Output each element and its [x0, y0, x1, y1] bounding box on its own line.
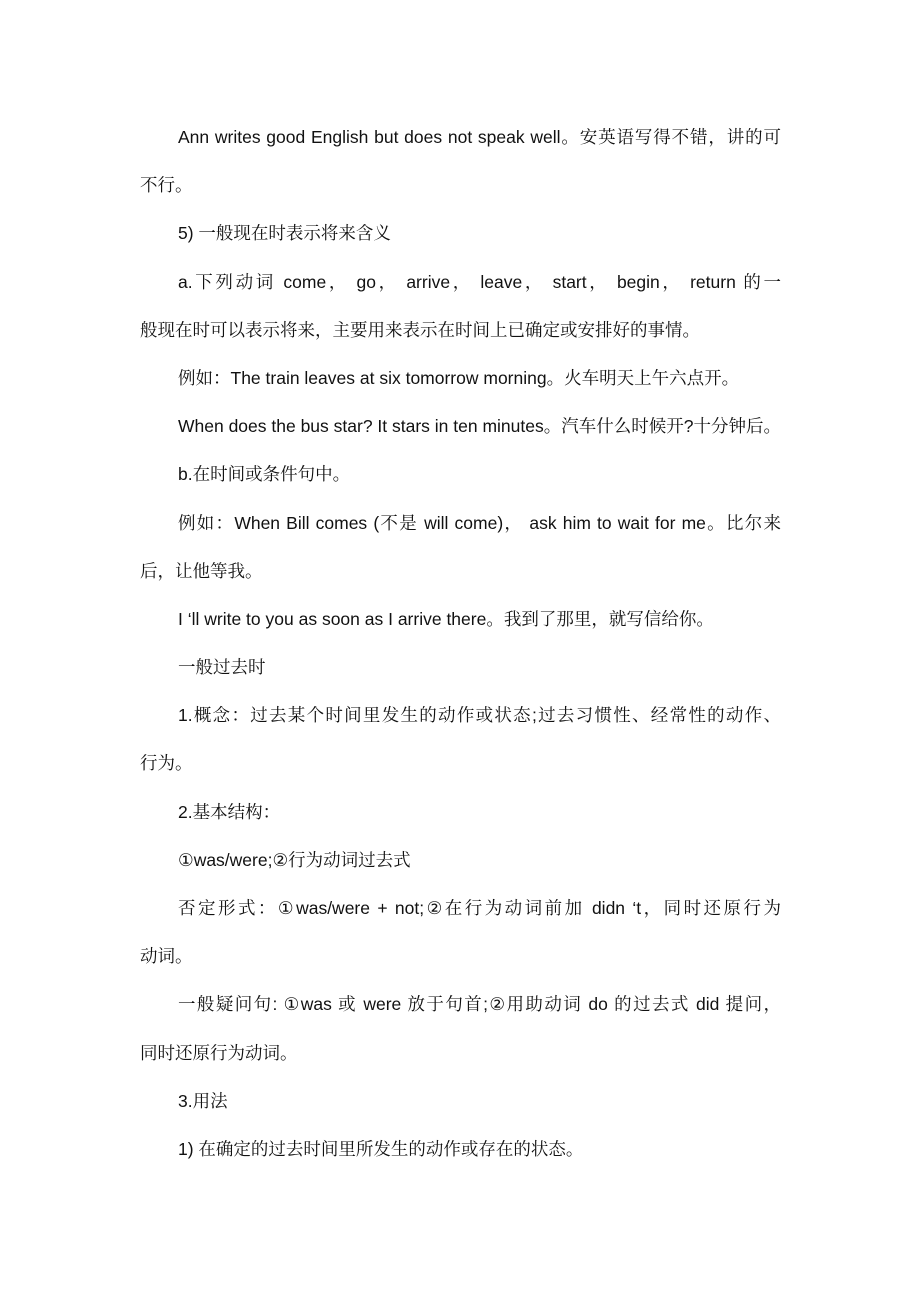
paragraph-line: 1) 在确定的过去时间里所发生的动作或存在的状态。 — [178, 1138, 584, 1159]
paragraph-line: 同时还原行为动词。 — [140, 1042, 298, 1063]
section-heading: 3.用法 — [178, 1090, 228, 1111]
example-line: 例如：When Bill comes (不是 will come)， ask him to wait for me。比尔来 — [178, 512, 781, 533]
example-line: I ‘ll write to you as soon as I arrive there。我到了那里，就写信给你。 — [178, 608, 714, 629]
example-line: When does the bus star? It stars in ten minutes。汽车什么时候开?十分钟后。 — [178, 416, 781, 437]
paragraph-line: 不行。 — [140, 175, 193, 196]
paragraph-line: 否定形式：①was/were + not;②在行为动词前加 didn ‘t，同时还原行为 — [178, 898, 781, 918]
paragraph-line: 行为。 — [140, 753, 193, 774]
paragraph-line: 1.概念：过去某个时间里发生的动作或状态;过去习惯性、经常性的动作、 — [178, 705, 781, 726]
paragraph-line: a.下列动词 come， go， arrive， leave， start， begin， return 的一 — [178, 271, 781, 292]
paragraph-line: Ann writes good English but does not speak well。安英语写得不错，讲的可 — [178, 127, 781, 147]
example-line: 例如：The train leaves at six tomorrow morning。火车明天上午六点开。 — [178, 367, 740, 388]
example-line: 后，让他等我。 — [140, 560, 263, 581]
document-body — [140, 113, 781, 1173]
section-heading: 一般过去时 — [178, 657, 266, 678]
paragraph-line: 般现在时可以表示将来，主要用来表示在时间上已确定或安排好的事情。 — [140, 319, 700, 340]
section-heading: 5) 一般现在时表示将来含义 — [178, 223, 391, 244]
paragraph-line: 一般疑问句: ①was 或 were 放于句首;②用助动词 do 的过去式 did 提问， — [178, 994, 781, 1015]
paragraph-line: b.在时间或条件句中。 — [178, 464, 351, 485]
paragraph-line: 动词。 — [140, 946, 193, 967]
paragraph-line: 2.基本结构： — [178, 801, 281, 822]
paragraph-line: ①was/were;②行为动词过去式 — [178, 849, 411, 870]
